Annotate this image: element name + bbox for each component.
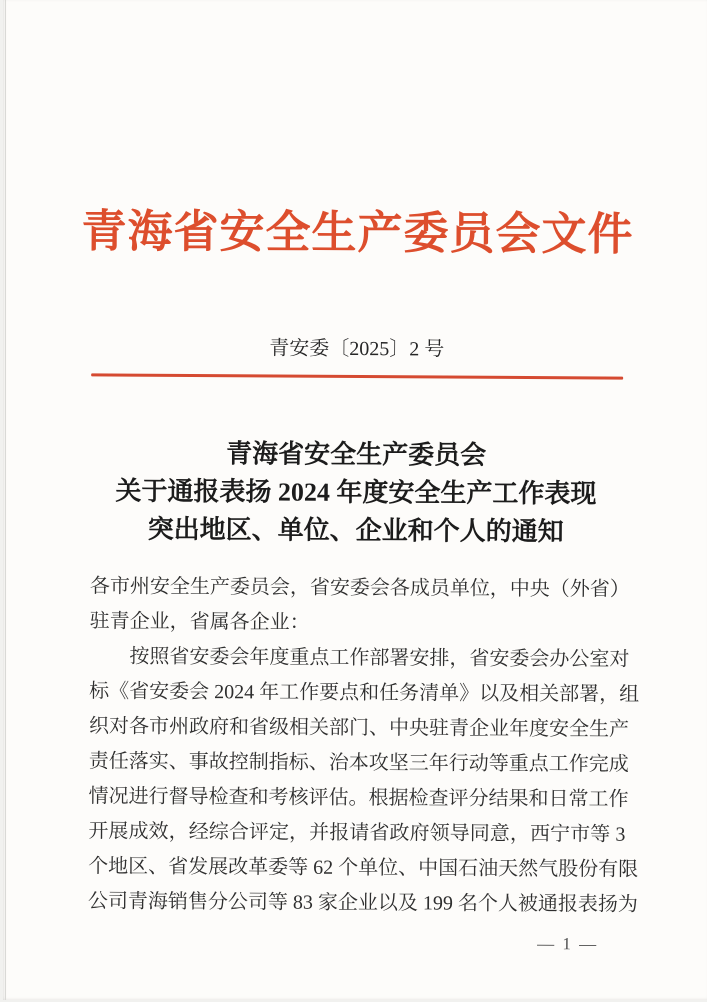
body-line: 按照省安委会年度重点工作部署安排，省安委会办公室对 [129, 645, 630, 671]
document-number: 青安委〔2025〕2 号 [269, 337, 445, 361]
body-line: 开展成效，经综合评定，并报请省政府领导同意，西宁市等 3 [88, 820, 626, 846]
body-line: 各市州安全生产委员会，省安委会各成员单位，中央（外省） [89, 575, 630, 601]
letterhead-divider-rule [91, 373, 623, 379]
body-line: 责任落实、事故控制指标、治本攻坚三年行动等重点工作完成 [88, 750, 629, 776]
document-page [3, 0, 707, 1000]
body-line: 织对各市州政府和省级相关部门、中央驻青企业年度安全生产 [88, 715, 630, 741]
document-title-line: 关于通报表扬 2024 年度安全生产工作表现 [115, 476, 597, 509]
document-title [2, 434, 707, 552]
document-title-line: 青海省安全生产委员会 [226, 439, 487, 470]
letterhead-org-title: 青海省安全生产委员会文件 [81, 206, 634, 260]
body-line: 标《省安委会 2024 年工作要点和任务清单》以及相关部署，组 [89, 680, 640, 706]
document-title-line: 突出地区、单位、企业和个人的通知 [147, 514, 564, 547]
body-line: 驻青企业，省属各企业： [89, 610, 310, 634]
document-body [87, 569, 640, 922]
body-line: 情况进行督导检查和考核评估。根据检查评分结果和日常工作 [88, 785, 629, 811]
page-number: — 1 — [537, 934, 599, 954]
body-line: 公司青海销售分公司等 83 家企业以及 199 名个人被通报表扬为 [87, 890, 638, 916]
body-line: 个地区、省发展改革委等 62 个单位、中国石油天然气股份有限 [88, 855, 639, 881]
